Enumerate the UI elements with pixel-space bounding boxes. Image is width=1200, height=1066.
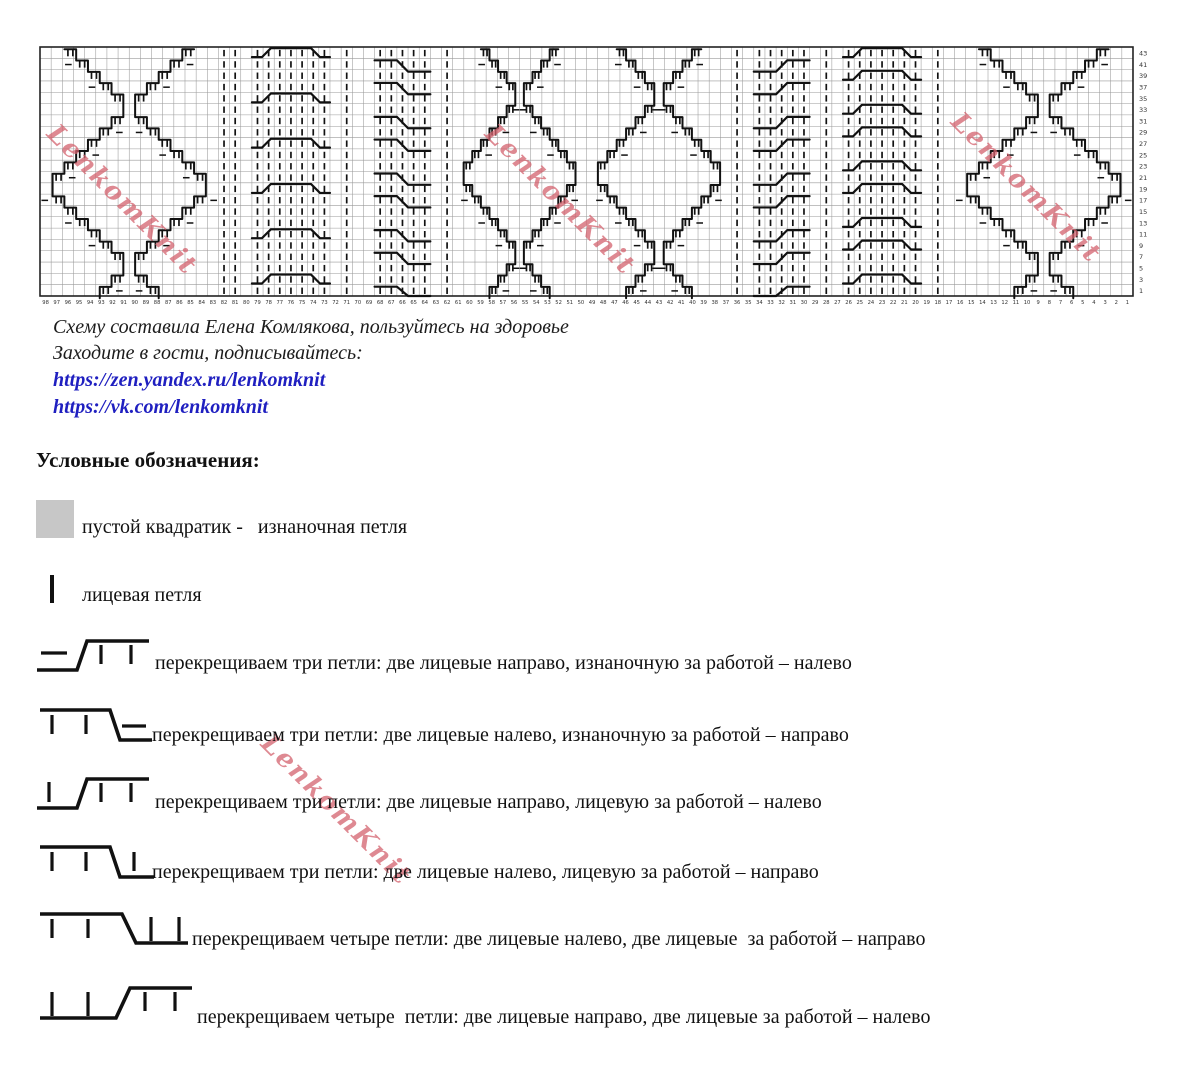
svg-text:2: 2: [1114, 299, 1118, 306]
legend-item-cross3-left-knit: перекрещиваем три петли: две лицевые налево, лицевую за работой – направо: [152, 861, 819, 883]
svg-text:35: 35: [744, 299, 752, 306]
svg-text:92: 92: [109, 299, 116, 306]
svg-text:31: 31: [1138, 117, 1148, 126]
svg-text:64: 64: [421, 299, 429, 306]
vk-link[interactable]: https://vk.com/lenkomknit: [53, 396, 269, 418]
legend-heading: Условные обозначения:: [36, 448, 260, 472]
svg-text:25: 25: [1138, 151, 1148, 160]
svg-text:40: 40: [689, 299, 696, 306]
svg-text:69: 69: [365, 299, 373, 306]
svg-text:27: 27: [1138, 140, 1148, 149]
svg-text:58: 58: [488, 299, 496, 306]
attribution-line-1: Схему составила Елена Комлякова, пользуйтесь на здоровье: [53, 316, 569, 338]
svg-text:71: 71: [343, 299, 351, 306]
svg-text:50: 50: [577, 299, 585, 306]
svg-text:43: 43: [655, 299, 663, 306]
cross-3-right-knit-behind-symbol: [35, 772, 153, 814]
svg-text:26: 26: [845, 299, 852, 306]
svg-text:96: 96: [64, 299, 72, 306]
svg-text:13: 13: [990, 299, 997, 306]
svg-text:8: 8: [1047, 299, 1052, 306]
svg-text:5: 5: [1138, 264, 1144, 273]
svg-text:32: 32: [778, 299, 785, 306]
legend-item-cross3-right-purl: перекрещиваем три петли: две лицевые направо, изнаночную за работой – налево: [155, 652, 852, 674]
svg-text:19: 19: [923, 299, 930, 306]
svg-text:6: 6: [1069, 299, 1074, 306]
svg-text:27: 27: [834, 299, 841, 306]
svg-text:21: 21: [901, 299, 908, 306]
svg-text:41: 41: [1138, 60, 1148, 69]
svg-text:77: 77: [276, 299, 284, 306]
legend-item-cross4-right: перекрещиваем четыре петли: две лицевые направо, две лицевые за работой – налево: [197, 1006, 931, 1028]
svg-text:17: 17: [945, 299, 953, 306]
svg-text:67: 67: [388, 299, 395, 306]
svg-text:21: 21: [1138, 173, 1148, 182]
svg-text:7: 7: [1058, 299, 1063, 306]
svg-text:23: 23: [1138, 162, 1148, 171]
zen-yandex-link[interactable]: https://zen.yandex.ru/lenkomknit: [53, 369, 326, 391]
svg-text:75: 75: [298, 299, 306, 306]
watermark-text: LenkomKnit: [944, 106, 1108, 270]
svg-text:29: 29: [811, 299, 819, 306]
knitting-chart: [0, 0, 1200, 312]
svg-text:74: 74: [309, 299, 317, 306]
svg-text:57: 57: [499, 299, 507, 306]
svg-text:97: 97: [53, 299, 61, 306]
svg-text:29: 29: [1138, 128, 1148, 137]
svg-text:37: 37: [722, 299, 730, 306]
svg-text:85: 85: [187, 299, 194, 306]
svg-text:89: 89: [142, 299, 150, 306]
svg-text:95: 95: [75, 299, 83, 306]
purl-square-symbol: [36, 500, 74, 538]
svg-text:23: 23: [878, 299, 886, 306]
svg-text:33: 33: [767, 299, 774, 306]
attribution-line-2: Заходите в гости, подписывайтесь:: [53, 342, 363, 364]
svg-text:88: 88: [153, 299, 161, 306]
svg-text:42: 42: [666, 299, 674, 306]
knit-stitch-symbol: [50, 575, 54, 603]
svg-text:41: 41: [677, 299, 685, 306]
cross-3-right-purl-behind-symbol: [35, 633, 153, 675]
svg-text:46: 46: [622, 299, 629, 306]
svg-text:37: 37: [1138, 83, 1148, 92]
svg-text:17: 17: [1138, 196, 1148, 205]
svg-text:65: 65: [410, 299, 417, 306]
svg-text:22: 22: [889, 299, 897, 306]
svg-text:49: 49: [588, 299, 596, 306]
legend-item-cross4-left: перекрещиваем четыре петли: две лицевые налево, две лицевые за работой – направо: [192, 928, 926, 950]
svg-text:38: 38: [711, 299, 719, 306]
watermark-text: LenkomKnit: [40, 118, 204, 282]
svg-text:11: 11: [1138, 230, 1148, 239]
link-vk: [53, 396, 268, 419]
svg-text:24: 24: [867, 299, 875, 306]
svg-text:59: 59: [477, 299, 484, 306]
svg-text:61: 61: [454, 299, 462, 306]
svg-text:12: 12: [1001, 299, 1009, 306]
svg-text:81: 81: [231, 299, 239, 306]
watermark-text: LenkomKnit: [478, 118, 642, 282]
svg-text:30: 30: [800, 299, 808, 306]
svg-text:52: 52: [555, 299, 562, 306]
svg-text:51: 51: [566, 299, 574, 306]
svg-text:73: 73: [321, 299, 328, 306]
svg-text:47: 47: [611, 299, 618, 306]
svg-text:76: 76: [287, 299, 295, 306]
svg-text:62: 62: [443, 299, 451, 306]
legend-item-purl: пустой квадратик - изнаночная петля: [82, 516, 408, 538]
svg-text:86: 86: [176, 299, 183, 306]
svg-text:45: 45: [633, 299, 640, 306]
svg-text:90: 90: [131, 299, 139, 306]
svg-text:20: 20: [912, 299, 919, 306]
svg-text:53: 53: [544, 299, 551, 306]
svg-text:93: 93: [98, 299, 105, 306]
svg-text:35: 35: [1138, 94, 1148, 103]
svg-text:1: 1: [1125, 299, 1130, 306]
svg-text:98: 98: [42, 299, 49, 306]
link-zen: [53, 369, 325, 392]
svg-text:70: 70: [354, 299, 362, 306]
svg-text:5: 5: [1081, 299, 1085, 306]
svg-text:7: 7: [1138, 253, 1144, 262]
svg-text:4: 4: [1092, 299, 1096, 306]
svg-text:91: 91: [120, 299, 127, 306]
svg-text:56: 56: [510, 299, 518, 306]
watermark-text: LenkomKnit: [254, 728, 418, 892]
svg-text:34: 34: [756, 299, 763, 306]
svg-text:16: 16: [956, 299, 964, 306]
svg-text:36: 36: [733, 299, 741, 306]
svg-text:31: 31: [789, 299, 797, 306]
svg-text:68: 68: [376, 299, 384, 306]
svg-text:13: 13: [1138, 219, 1148, 228]
svg-text:3: 3: [1103, 299, 1107, 306]
svg-text:48: 48: [599, 299, 607, 306]
svg-text:66: 66: [399, 299, 406, 306]
svg-text:72: 72: [332, 299, 339, 306]
legend-item-cross3-left-purl: перекрещиваем три петли: две лицевые налево, изнаночную за работой – направо: [152, 724, 849, 746]
cross-4-left-symbol: [38, 908, 193, 950]
svg-text:44: 44: [644, 299, 652, 306]
svg-text:79: 79: [254, 299, 261, 306]
cross-4-right-symbol: [38, 982, 196, 1024]
svg-text:63: 63: [432, 299, 440, 306]
svg-text:25: 25: [856, 299, 864, 306]
svg-text:9: 9: [1036, 299, 1040, 306]
svg-text:19: 19: [1138, 185, 1148, 194]
svg-text:55: 55: [521, 299, 529, 306]
svg-text:9: 9: [1138, 241, 1144, 250]
svg-text:33: 33: [1138, 106, 1148, 115]
cross-3-left-purl-behind-symbol: [38, 704, 156, 748]
svg-text:43: 43: [1138, 49, 1148, 58]
svg-text:28: 28: [822, 299, 830, 306]
svg-text:82: 82: [220, 299, 228, 306]
svg-text:14: 14: [979, 299, 986, 306]
svg-text:78: 78: [265, 299, 272, 306]
svg-text:11: 11: [1012, 299, 1020, 306]
svg-text:10: 10: [1023, 299, 1031, 306]
svg-text:60: 60: [466, 299, 473, 306]
svg-text:80: 80: [243, 299, 250, 306]
svg-text:18: 18: [934, 299, 942, 306]
svg-text:83: 83: [209, 299, 217, 306]
legend-item-knit: лицевая петля: [82, 584, 202, 606]
cross-3-left-knit-behind-symbol: [38, 842, 158, 886]
svg-text:15: 15: [967, 299, 975, 306]
svg-text:54: 54: [533, 299, 540, 306]
legend-item-cross3-right-knit: перекрещиваем три петли: две лицевые направо, лицевую за работой – налево: [155, 791, 822, 813]
svg-text:94: 94: [86, 299, 94, 306]
svg-text:39: 39: [1138, 72, 1148, 81]
svg-text:3: 3: [1138, 275, 1144, 284]
svg-text:39: 39: [700, 299, 707, 306]
svg-text:87: 87: [164, 299, 172, 306]
svg-text:84: 84: [198, 299, 206, 306]
svg-text:15: 15: [1138, 207, 1148, 216]
svg-text:1: 1: [1138, 287, 1144, 296]
